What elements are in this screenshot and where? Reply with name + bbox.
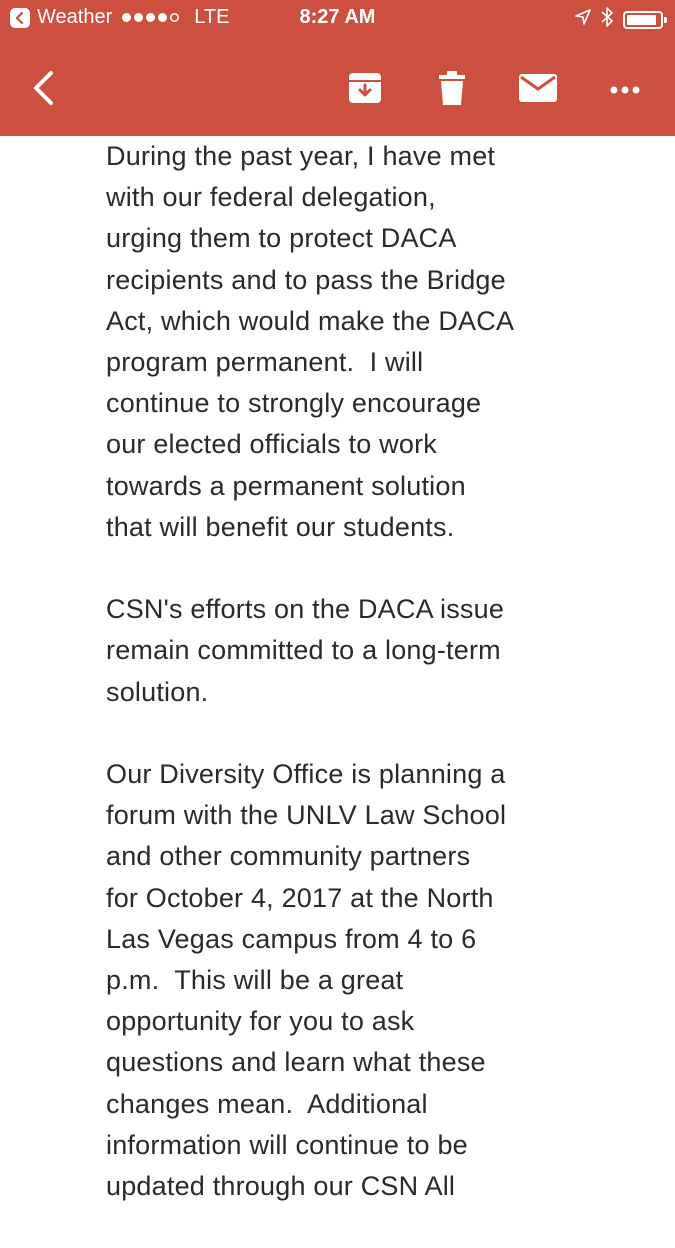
email-text-line: remain committed to a long-term [106, 635, 501, 666]
email-paragraph [106, 754, 646, 1207]
battery-cap [664, 17, 667, 23]
mail-icon [519, 74, 557, 107]
location-icon [575, 9, 591, 30]
email-text-line: towards a permanent solution [106, 470, 466, 501]
archive-button[interactable] [340, 68, 390, 112]
email-text-line: for October 4, 2017 at the North [106, 882, 494, 913]
email-text-line: CSN's efforts on the DACA issue [106, 594, 505, 625]
email-text-line: program permanent. I will [106, 347, 424, 378]
email-body [106, 136, 646, 1248]
chevron-left-icon [31, 70, 55, 111]
battery-icon [623, 11, 663, 29]
email-text-line: urging them to protect DACA [106, 223, 457, 254]
bluetooth-icon [601, 7, 613, 32]
email-paragraph [106, 136, 646, 548]
email-text-line: that will benefit our students. [106, 511, 455, 542]
email-text-line: solution. [106, 676, 209, 707]
status-time: 8:27 AM [299, 6, 376, 28]
status-bar [0, 0, 675, 38]
email-text-line: continue to strongly encourage [106, 388, 482, 419]
email-text-line: recipients and to pass the Bridge [106, 264, 506, 295]
trash-icon [439, 71, 465, 110]
email-text-line: forum with the UNLV Law School [106, 800, 507, 831]
email-text-line: changes mean. Additional [106, 1088, 428, 1119]
more-icon [610, 81, 640, 99]
archive-icon [348, 72, 382, 109]
back-button[interactable] [18, 68, 68, 112]
email-text-line: Act, which would make the DACA [106, 305, 515, 336]
delete-button[interactable] [427, 68, 477, 112]
carrier-label: LTE [194, 6, 230, 28]
email-text-line: with our federal delegation, [106, 182, 436, 213]
email-text-line: questions and learn what these [106, 1047, 486, 1078]
email-text-line: Our Diversity Office is planning a [106, 759, 506, 790]
email-text-line: updated through our CSN All [106, 1171, 456, 1202]
email-paragraph [106, 589, 646, 713]
mark-unread-button[interactable] [513, 68, 563, 112]
battery-level [627, 15, 656, 25]
back-to-app-link[interactable]: Weather [37, 6, 113, 28]
email-text-line: Las Vegas campus from 4 to 6 [106, 923, 477, 954]
email-header [0, 0, 675, 136]
email-text-line: opportunity for you to ask [106, 1006, 415, 1037]
email-text-line: p.m. This will be a great [106, 965, 404, 996]
toolbar [0, 38, 675, 136]
email-text-line: During the past year, I have met [106, 141, 496, 171]
status-right [565, 7, 663, 32]
more-options-button[interactable] [600, 68, 650, 112]
email-text-line: and other community partners [106, 841, 471, 872]
email-text-line: our elected officials to work [106, 429, 437, 460]
email-text-line: information will continue to be [106, 1129, 468, 1160]
